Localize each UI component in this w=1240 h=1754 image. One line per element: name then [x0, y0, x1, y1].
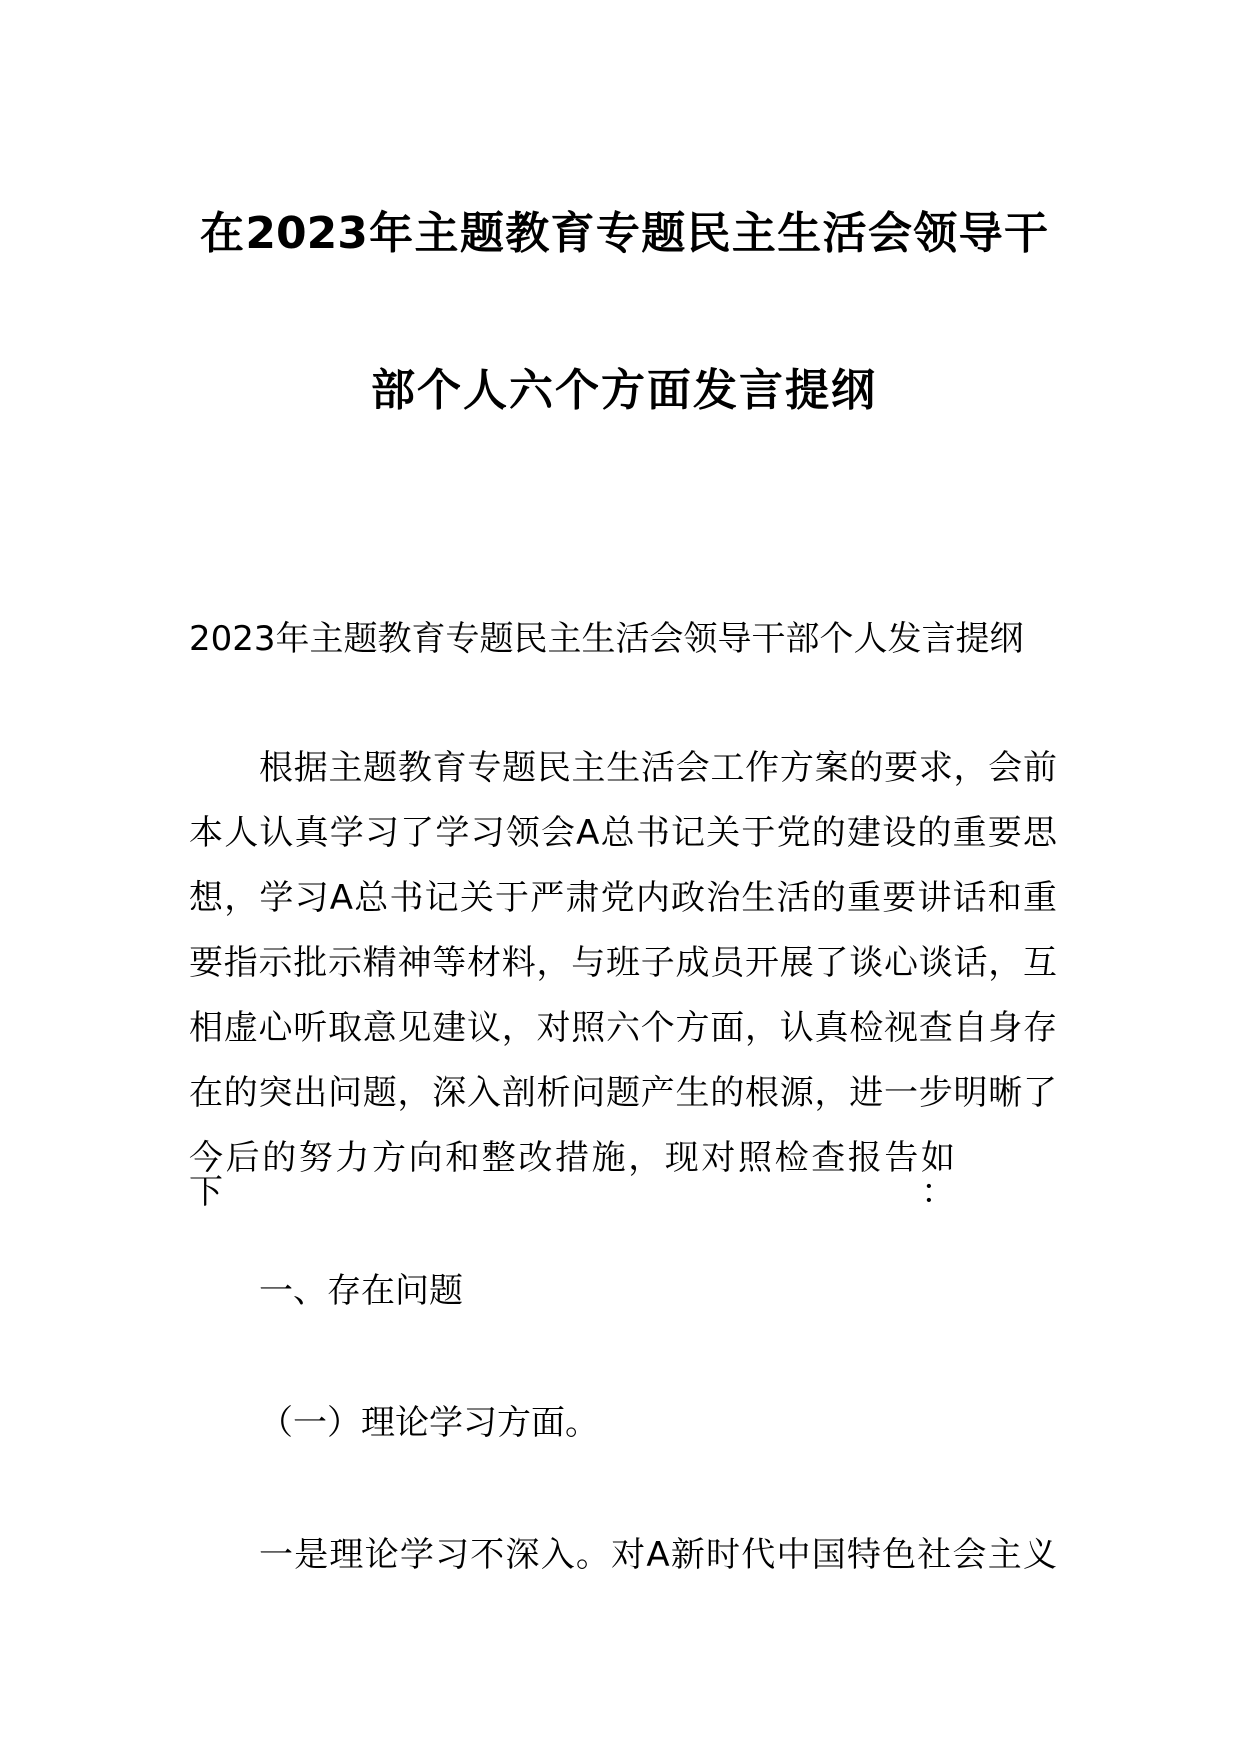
paragraph-line: 相虚心听取意见建议，对照六个方面，认真检视查自身存 [189, 1008, 1057, 1048]
paragraph-line: 想，学习A总书记关于严肃党内政治生活的重要讲话和重 [189, 878, 1057, 918]
subsection-heading: （一）理论学习方面。 [259, 1403, 599, 1443]
paragraph-line: 本人认真学习了学习领会A总书记关于党的建设的重要思 [189, 813, 1057, 853]
document-title-line-1: 在2023年主题教育专题民主生活会领导干 [200, 208, 1048, 259]
paragraph-line: 要指示批示精神等材料，与班子成员开展了谈心谈话，互 [189, 943, 1057, 983]
paragraph-line: 在的突出问题，深入剖析问题产生的根源，进一步明晰了 [189, 1073, 1057, 1113]
section-heading: 一、存在问题 [259, 1271, 463, 1311]
paragraph-line: 今后的努力方向和整改措施，现对照检查报告如下： [189, 1138, 955, 1212]
paragraph-line: 根据主题教育专题民主生活会工作方案的要求，会前 [259, 748, 1057, 788]
document-title-line-2: 部个人六个方面发言提纲 [371, 365, 875, 416]
paragraph-line: 一是理论学习不深入。对A新时代中国特色社会主义 [259, 1535, 1057, 1575]
document-subtitle: 2023年主题教育专题民主生活会领导干部个人发言提纲 [189, 619, 1024, 659]
